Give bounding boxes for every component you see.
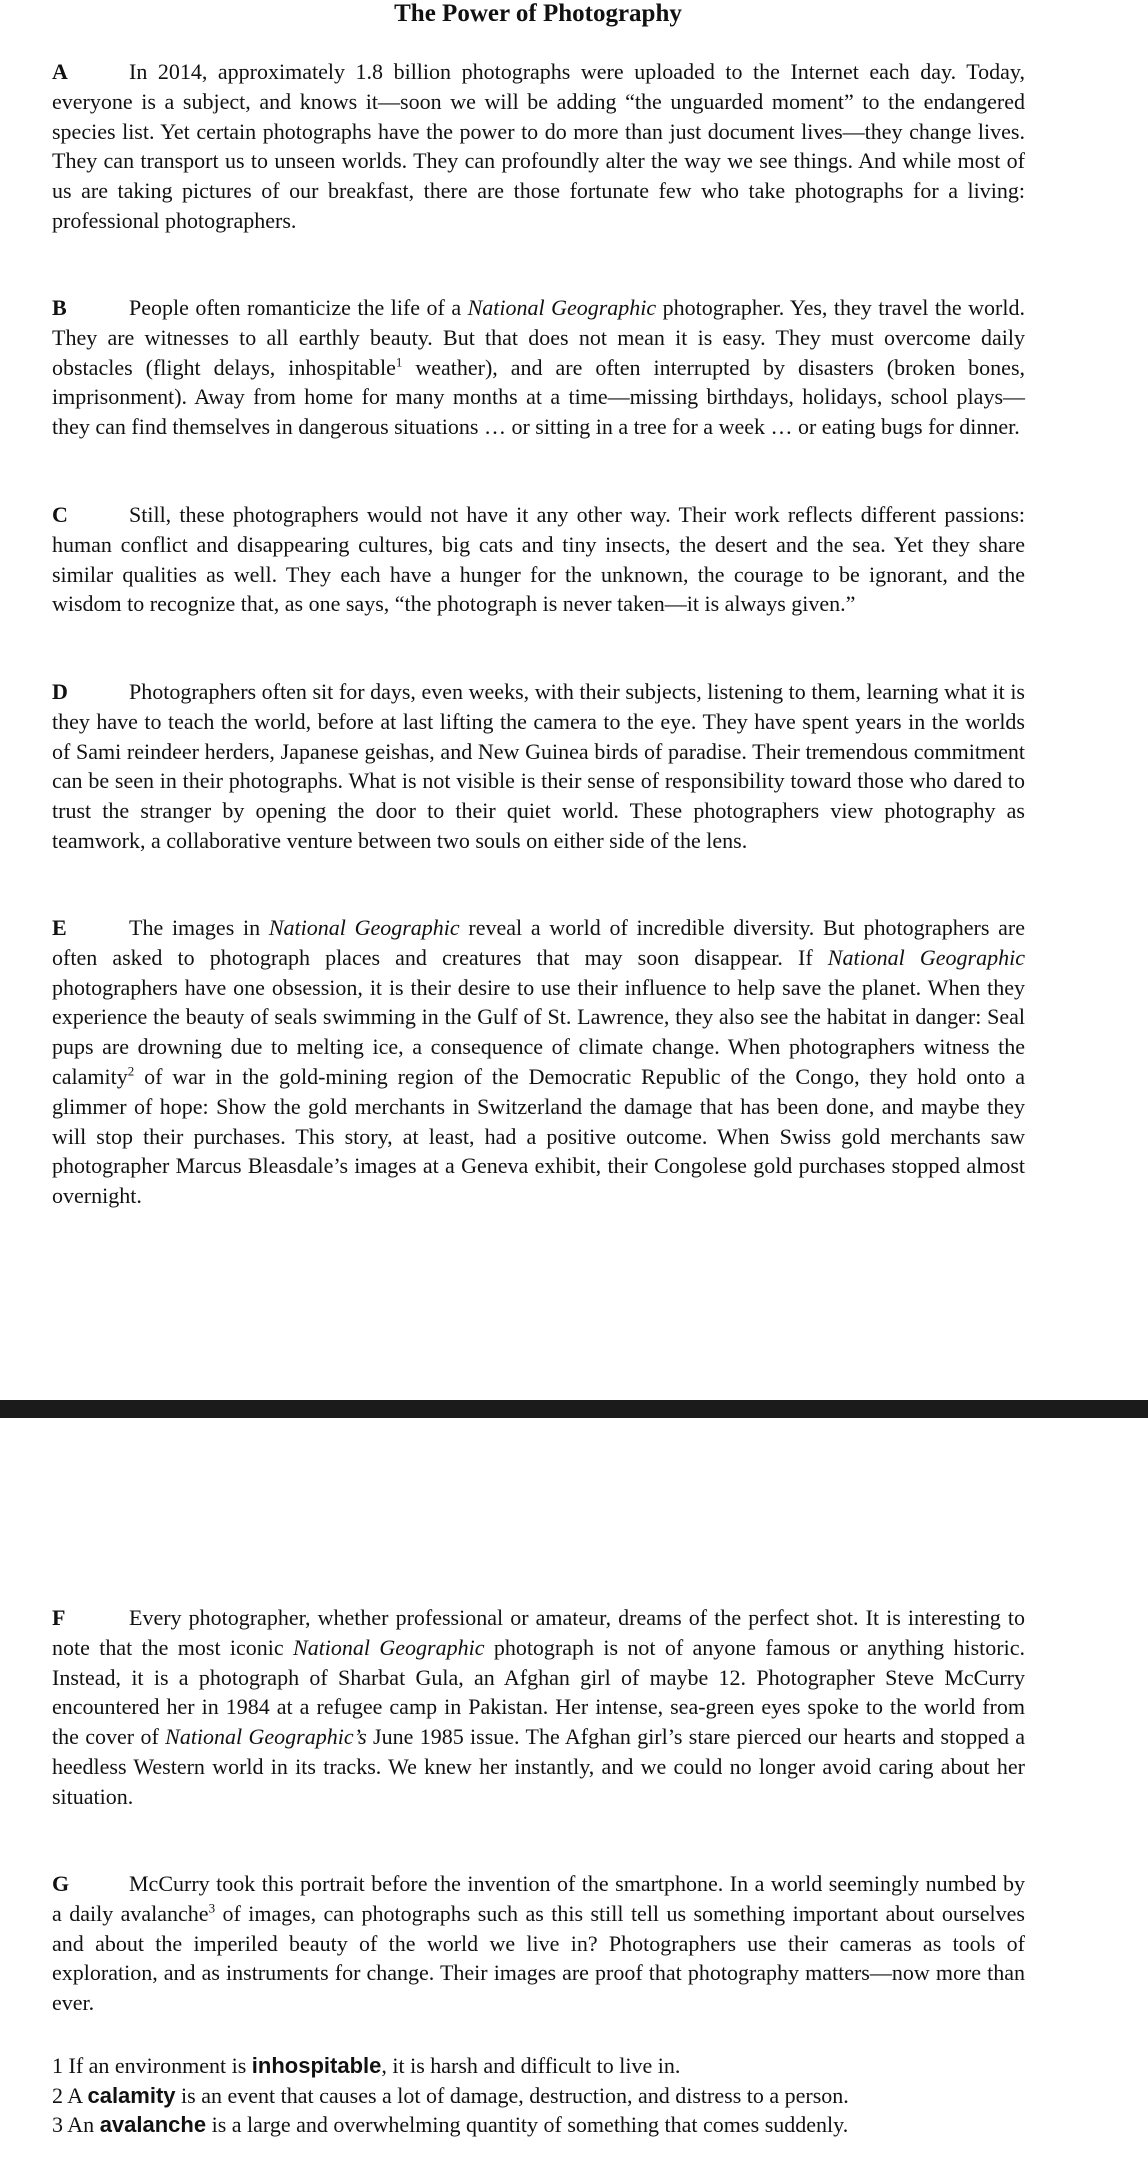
page-divider — [0, 1400, 1148, 1418]
paragraph-letter: E — [52, 915, 67, 940]
paragraph-letter: B — [52, 295, 67, 320]
paragraph-text: photographers have one obsession, it is their desire to use their influence to help save the planet. When they experience the beauty of seals swimming in the Gulf of St. Lawrence, they also see the habitat in danger: Seal pups are drowning due to melting ice, a consequence of climate change. When photographers witness the calamity — [52, 974, 1025, 1089]
paragraph-text: June 1985 issue. The Afghan girl’s stare pierced our hearts and stopped a heedless Western world in its tracks. We knew her instantly, and we could no longer avoid caring about her situation. — [52, 1724, 1025, 1809]
paragraph-letter: D — [52, 679, 68, 704]
magazine-title: National Geographic — [467, 295, 657, 320]
paragraph-letter: A — [52, 59, 68, 84]
magazine-title: National Geographic — [268, 915, 460, 940]
paragraph-d — [52, 677, 1025, 856]
paragraph-text: The images in — [129, 915, 269, 940]
footnote-term: avalanche — [99, 2112, 207, 2137]
paragraph-letter: C — [52, 502, 68, 527]
footnote-term: calamity — [87, 2082, 176, 2108]
paragraph-text: Photographers often sit for days, even weeks, with their subjects, listening to them, learning what it is they have to teach the world, before at last lifting the camera to the eye. They have spent years in the worlds of Sami reindeer herders, Japanese geishas, and New Guinea birds of paradise. Their tremendous commitment can be seen in their photographs. What is not visible is their sense of responsibility toward those who dared to trust the stranger by opening the door to their quiet world. These photographers view photography as teamwork, a collaborative venture between two souls on either side of the lens. — [52, 679, 1025, 853]
paragraph-text: reveal a world of incredible diversity. But photographers are often asked to photograph places and creatures that may soon disappear. If — [52, 915, 1025, 970]
paragraph-text: Still, these photographers would not have it any other way. Their work reflects different passions: human conflict and disappearing cultures, big cats and tiny insects, the desert and the sea. Yet they share similar qualities as well. They each have a hunger for the unknown, the courage to be ignorant, and the wisdom to recognize that, as one says, “the photograph is never taken—it is always given.” — [52, 502, 1025, 617]
paragraph-text: People often romanticize the life of a — [129, 295, 468, 320]
footnotes — [52, 2051, 1052, 2140]
paragraph-a — [52, 57, 1025, 236]
page-title: The Power of Photography — [394, 0, 682, 27]
footnote-2: 2 A calamity is an event that causes a lot of damage, destruction, and distress to a person. — [52, 2082, 849, 2108]
footnote-marker: 3 — [208, 1900, 216, 1916]
paragraph-b — [52, 293, 1025, 442]
magazine-title: National Geographic — [827, 944, 1025, 970]
paragraph-c — [52, 500, 1025, 619]
paragraph-text: photograph is not of anyone famous or anything historic. Instead, it is a photograph of Sharbat Gula, an Afghan girl of maybe 12. Photographer Steve McCurry encountered her in 1984 at a refugee camp in Pakistan. Her intense, sea-green eyes spoke to the world from the cover of — [52, 1634, 1025, 1750]
paragraph-text: McCurry took this portrait before the invention of the smartphone. In a world seemingly numbed by a daily avalanche — [52, 1871, 1025, 1926]
paragraph-text: weather), and are often interrupted by disasters (broken bones, imprisonment). Away from home for many months at a time—missing birthdays, holidays, school plays—they can find themselves in dangerous situations … or sitting in a tree for a week … or eating bugs for dinner. — [52, 354, 1026, 440]
paragraph-g — [52, 1869, 1025, 2018]
paragraph-letter: F — [52, 1605, 66, 1630]
paragraph-text: Every photographer, whether professional or amateur, dreams of the perfect shot. It is interesting to note that the most iconic — [52, 1605, 1025, 1660]
paragraph-text: of war in the gold-mining region of the Democratic Republic of the Congo, they hold onto a glimmer of hope: Show the gold merchants in Switzerland the damage that has been done, and maybe they will stop their purchases. This story, at least, had a positive outcome. When Swiss gold merchants saw photographer Marcus Bleasdale’s images at a Geneva exhibit, their Congolese gold purchases stopped almost overnight. — [52, 1063, 1025, 1209]
footnote-3: 3 An avalanche is a large and overwhelming quantity of something that comes suddenly. — [52, 2112, 849, 2137]
footnote-marker: 2 — [127, 1063, 135, 1079]
paragraph-f — [52, 1603, 1025, 1812]
magazine-title: National Geographic’s — [165, 1724, 367, 1750]
footnote-term: inhospitable — [251, 2053, 382, 2078]
paragraph-text: of images, can photographs such as this still tell us something important about ourselves and about the imperiled beauty of the world we live in? Photographers use their cameras as tools of exploration, and as instruments for change. Their images are proof that photography matters—now more than ever. — [52, 1900, 1025, 2016]
footnote-1: 1 If an environment is inhospitable, it is harsh and difficult to live in. — [52, 2053, 681, 2078]
paragraph-text: In 2014, approximately 1.8 billion photographs were uploaded to the Internet each day. Today, everyone is a subject, and knows it—soon we will be adding “the unguarded moment” to the endangered species list. Yet certain photographs have the power to do more than just document lives—they change lives. They can transport us to unseen worlds. They can profoundly alter the way we see things. And while most of us are taking pictures of our breakfast, there are those fortunate few who take photographs for a living: professional photographers. — [52, 59, 1025, 233]
paragraph-letter: G — [52, 1871, 70, 1896]
footnote-marker: 1 — [395, 354, 403, 370]
paragraph-text: photographer. Yes, they travel the world. They are witnesses to all earthly beauty. But that does not mean it is easy. They must overcome daily obstacles (flight delays, inhospitable — [52, 295, 1026, 380]
paragraph-e — [52, 913, 1025, 1211]
magazine-title: National Geographic — [293, 1634, 485, 1660]
